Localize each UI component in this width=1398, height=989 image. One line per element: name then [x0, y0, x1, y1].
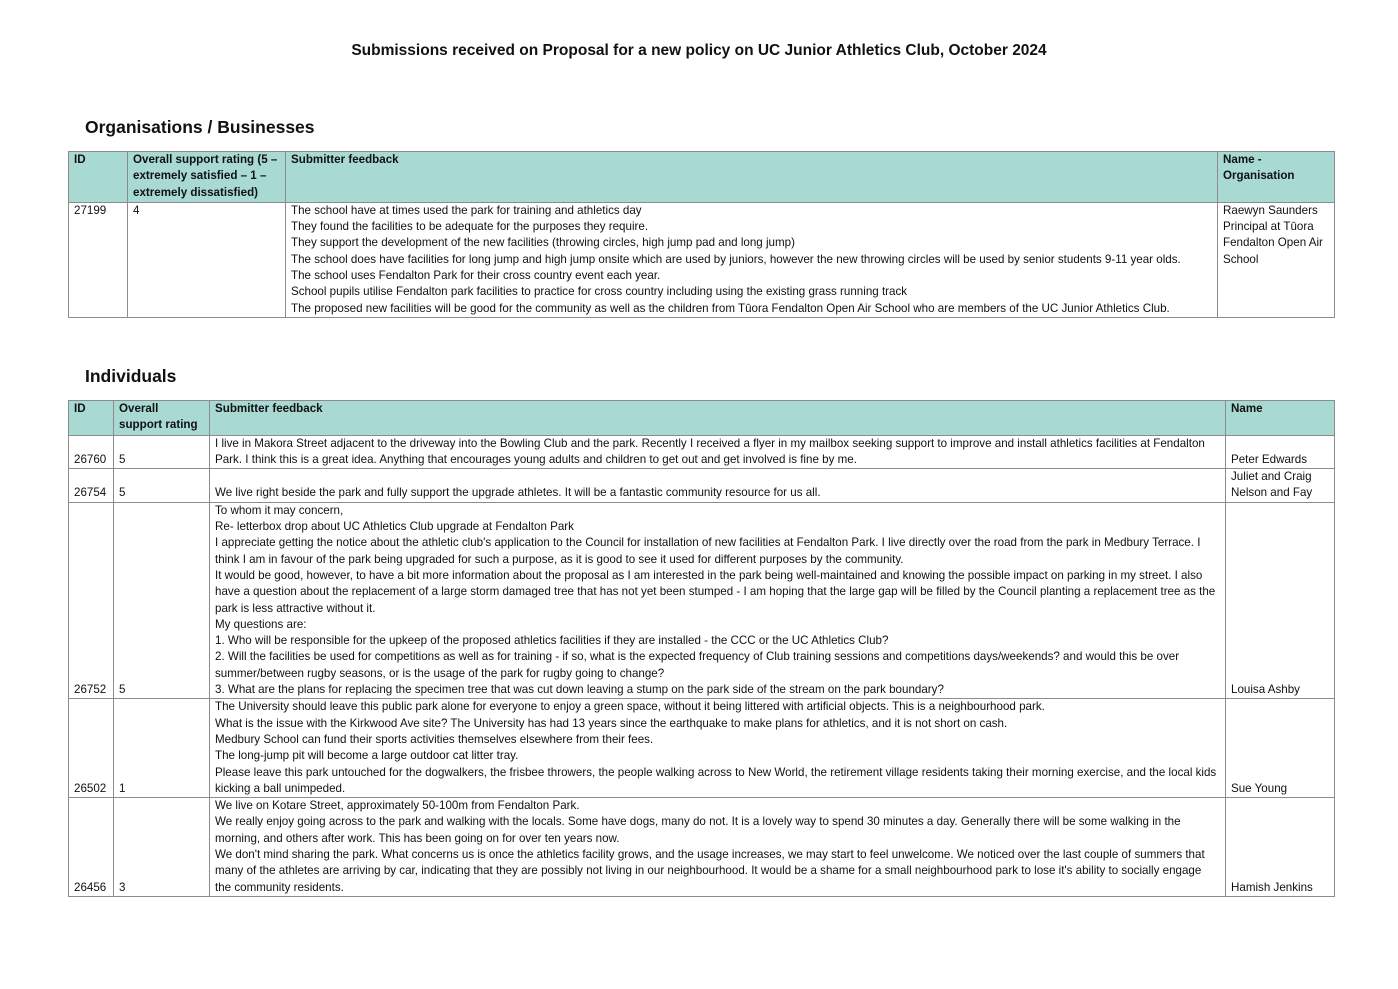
submitter-name: Raewyn Saunders Principal at Tūora Fendalton Open Air School	[1218, 202, 1335, 317]
column-header-feedback: Submitter feedback	[210, 401, 1226, 436]
feedback-line: We really enjoy going across to the park and walking with the locals. Some have dogs, many do not. It is a lovely way to spend 30 minutes a day. Generally there will be some walking in the morning, and others after work. This has been going on for over ten years now.	[215, 815, 1181, 845]
support-rating: 3	[114, 798, 210, 897]
submitter-name: Louisa Ashby	[1226, 502, 1335, 699]
table-row	[69, 699, 1335, 798]
feedback-line: I appreciate getting the notice about the athletic club's application to the Council for installation of new facilities at Fendalton Park. I live directly over the road from the park in Medbury Terrace. I think I am in favour of the park being upgraded for such a purpose, as it is good to see it used for different purposes by the community.	[215, 536, 1201, 566]
submitter-feedback	[210, 435, 1226, 469]
feedback-line: They found the facilities to be adequate for the purposes they require.	[291, 220, 649, 234]
submitter-feedback	[210, 502, 1226, 699]
column-header-rating: Overall support rating (5 – extremely satisfied – 1 – extremely dissatisfied)	[128, 152, 286, 203]
feedback-line: Medbury School can fund their sports activities themselves elsewhere from their fees.	[215, 732, 654, 746]
support-rating: 1	[114, 699, 210, 798]
feedback-line: We don't mind sharing the park. What concerns us is once the athletics facility grows, and the usage increases, we may start to feel unwelcome. We noticed over the last couple of summers that many of the athletes are arriving by car, indicating that they are possibly not living in our neighbourhood. It would be a shame for a small neighbourhood park to lose it's ability to socially engage the community residents.	[215, 848, 1205, 894]
feedback-line: The school does have facilities for long jump and high jump onsite which are used by juniors, however the new throwing circles will be used by senior students 9-11 year olds.	[291, 252, 1181, 266]
feedback-line: 3. What are the plans for replacing the specimen tree that was cut down leaving a stump on the park side of the stream on the park boundary?	[215, 683, 944, 697]
submission-id: 27199	[69, 202, 128, 317]
organisations-heading: Organisations / Businesses	[85, 117, 315, 137]
column-header-rating: Overall support rating	[114, 401, 210, 436]
feedback-line: The proposed new facilities will be good for the community as well as the children from Tūora Fendalton Open Air School who are members of the UC Junior Athletics Club.	[291, 301, 1170, 315]
feedback-line: My questions are:	[215, 617, 307, 631]
table-row	[69, 435, 1335, 469]
submitter-feedback	[210, 699, 1226, 798]
submission-id: 26502	[69, 699, 114, 798]
column-header-feedback: Submitter feedback	[286, 152, 1218, 203]
feedback-line: To whom it may concern,	[215, 503, 344, 517]
feedback-line: 1. Who will be responsible for the upkeep of the proposed athletics facilities if they are installed - the CCC or the UC Athletics Club?	[215, 634, 889, 648]
feedback-line: The long-jump pit will become a large outdoor cat litter tray.	[215, 749, 519, 763]
submitter-name: Juliet and Craig Nelson and Fay	[1226, 469, 1335, 503]
support-rating: 4	[128, 202, 286, 317]
submission-id: 26456	[69, 798, 114, 897]
table-row	[69, 502, 1335, 699]
organisations-table	[68, 151, 1335, 318]
feedback-line: The University should leave this public park alone for everyone to enjoy a green space, without it being littered with artificial objects. This is a neighbourhood park.	[215, 700, 1045, 714]
feedback-line: School pupils utilise Fendalton park facilities to practice for cross country including using the existing grass running track	[291, 285, 908, 299]
table-header-row	[69, 152, 1335, 203]
feedback-line: It would be good, however, to have a bit more information about the proposal as I am interested in the park being well-maintained and knowing the possible impact on parking in my street. I also have a question about the replacement of a large storm damaged tree that has not yet been stumped - I am hoping that the large gap will be filled by the Council planting a replacement tree as the park is less attractive without it.	[215, 568, 1216, 615]
support-rating: 5	[114, 435, 210, 469]
support-rating: 5	[114, 469, 210, 503]
individuals-table	[68, 400, 1335, 897]
feedback-line: What is the issue with the Kirkwood Ave site? The University has had 13 years since the earthquake to make plans for athletics, and it is not short on cash.	[215, 716, 1008, 730]
feedback-line: 2. Will the facilities be used for competitions as well as for training - if so, what is the expected frequency of Club training sessions and competitions days/weekends? and would this be over summer/between rugby seasons, or is the usage of the park for rugby going to change?	[215, 650, 1180, 680]
submission-id: 26760	[69, 435, 114, 469]
table-header-row	[69, 401, 1335, 436]
feedback-line: We live right beside the park and fully support the upgrade athletes. It will be a fantastic community resource for us all.	[215, 486, 821, 500]
column-header-id: ID	[69, 401, 114, 436]
submission-id: 26754	[69, 469, 114, 503]
submitter-feedback	[210, 469, 1226, 503]
submitter-feedback	[210, 798, 1226, 897]
submitter-name: Peter Edwards	[1226, 435, 1335, 469]
feedback-line: The school have at times used the park for training and athletics day	[291, 203, 642, 217]
column-header-name: Name	[1226, 401, 1335, 436]
feedback-line: They support the development of the new facilities (throwing circles, high jump pad and long jump)	[291, 236, 795, 250]
submitter-name: Sue Young	[1226, 699, 1335, 798]
submitter-feedback	[286, 202, 1218, 317]
submission-id: 26752	[69, 502, 114, 699]
table-row	[69, 798, 1335, 897]
feedback-line: We live on Kotare Street, approximately 50-100m from Fendalton Park.	[215, 799, 580, 813]
feedback-line: Re- letterbox drop about UC Athletics Club upgrade at Fendalton Park	[215, 520, 574, 534]
submitter-name: Hamish Jenkins	[1226, 798, 1335, 897]
feedback-line: Please leave this park untouched for the dogwalkers, the frisbee throwers, the people walking across to New World, the retirement village residents taking their morning exercise, and the local kids kicking a ball unimpeded.	[215, 765, 1217, 795]
table-row	[69, 202, 1335, 317]
individuals-heading: Individuals	[85, 366, 177, 386]
column-header-id: ID	[69, 152, 128, 203]
feedback-line: The school uses Fendalton Park for their cross country event each year.	[291, 269, 661, 283]
document-title: Submissions received on Proposal for a new policy on UC Junior Athletics Club, October 2024	[351, 42, 1047, 59]
table-row	[69, 469, 1335, 503]
column-header-name: Name - Organisation	[1218, 152, 1335, 203]
support-rating: 5	[114, 502, 210, 699]
feedback-line: I live in Makora Street adjacent to the driveway into the Bowling Club and the park. Recently I received a flyer in my mailbox seeking support to improve and install athletics facilities at Fendalton Park. I think this is a great idea. Anything that encourages young adults and children to get out and get involved is fine by me.	[215, 436, 1205, 466]
